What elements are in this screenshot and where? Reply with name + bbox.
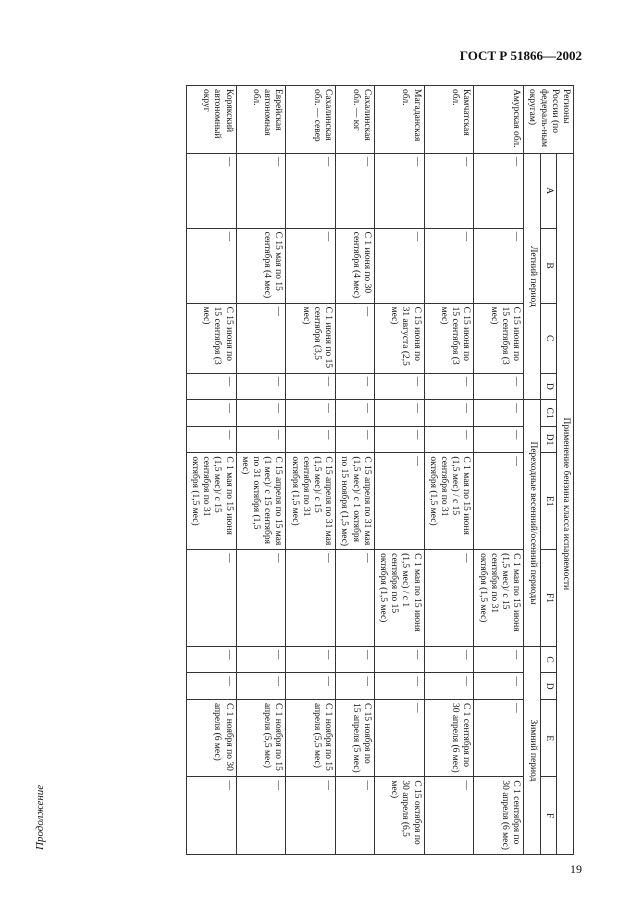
table-cell: — — [236, 373, 286, 400]
table-cell: — — [336, 777, 375, 855]
table-cell: — — [336, 373, 375, 400]
table-cell: С 1 ноября по 15 апреля (5,5 мес) — [236, 699, 286, 776]
table-cell: — — [474, 400, 524, 427]
table-cell: — — [336, 303, 375, 373]
table-cell: — — [286, 777, 336, 855]
table-cell: — — [286, 400, 336, 427]
col-header: E1 — [540, 453, 557, 550]
table-cell: — — [424, 673, 474, 700]
table-cell: — — [374, 228, 424, 303]
table-cell: С 15 июня по 31 августа (2,5 мес) — [374, 303, 424, 373]
table-cell: — — [286, 228, 336, 303]
table-cell: — — [374, 646, 424, 673]
col-header: A — [540, 153, 557, 228]
table-cell: С 15 апреля по 31 мая (1,5 мес)/ с 1 октября по 15 ноября (1,5 мес) — [336, 453, 375, 550]
table-cell: — — [474, 373, 524, 400]
table-cell: — — [236, 550, 286, 647]
table-cell: — — [474, 673, 524, 700]
table-cell: — — [186, 777, 236, 855]
table-cell: — — [424, 153, 474, 228]
table-cell: — — [474, 228, 524, 303]
table-cell: — — [236, 646, 286, 673]
table-cell: — — [236, 426, 286, 453]
col-header: F — [540, 777, 557, 855]
table-cell: — — [186, 673, 236, 700]
table-cell: — — [424, 373, 474, 400]
region-cell: Амурская обл. — [474, 86, 524, 154]
table-cell: С 1 мая по 15 июня (1,5 мес) / с 1 сентября по 15 октября (1,5 мес) — [374, 550, 424, 647]
table-cell: С 1 ноября по 30 апреля (6 мес) — [186, 699, 236, 776]
col-header: D — [540, 673, 557, 700]
main-header: Применение бензина класса испаряемости — [557, 153, 574, 854]
table-cell: — — [374, 673, 424, 700]
table-cell: — — [424, 646, 474, 673]
table-cell: — — [286, 153, 336, 228]
table-cell: — — [186, 550, 236, 647]
table-cell: — — [236, 303, 286, 373]
table-cell: С 15 мая по 15 сентября (4 мес) — [236, 228, 286, 303]
table-cell: — — [236, 153, 286, 228]
gasoline-volatility-table — [186, 85, 574, 855]
table-cell: — — [374, 373, 424, 400]
period-summer-header: Летний период — [524, 153, 541, 400]
region-cell: Корякский автономный округ — [186, 86, 236, 154]
table-cell: — — [286, 373, 336, 400]
table-cell: — — [286, 550, 336, 647]
period-transitional-header: Переходные весенний/осенний периоды — [524, 400, 541, 647]
table-cell: — — [336, 426, 375, 453]
period-winter-header: Зимний период — [524, 646, 541, 854]
table-cell: — — [186, 646, 236, 673]
col-header: E — [540, 699, 557, 776]
table-cell: — — [374, 400, 424, 427]
document-code: ГОСТ Р 51866—2002 — [459, 48, 582, 63]
region-cell: Магаданская обл. — [374, 86, 424, 154]
table-cell: С 15 октября по 30 апреля (6,5 мес) — [374, 777, 424, 855]
page-number: 19 — [570, 862, 582, 876]
table-row — [186, 86, 236, 855]
table-cell: — — [474, 153, 524, 228]
table-row — [474, 86, 524, 855]
table-cell: — — [236, 400, 286, 427]
table-cell: — — [236, 673, 286, 700]
table-cell: — — [374, 699, 424, 776]
table-cell: — — [236, 777, 286, 855]
table-cell: С 15 апреля по 15 мая (1 мес)/ с 15 сентября по 31 октября (1,5 мес) — [236, 453, 286, 550]
table-cell: — — [374, 453, 424, 550]
table-cell: С 1 мая по 15 июня (1,5 мес)/ с 15 сентября по 31 октября (1,5 мес) — [186, 453, 236, 550]
table-cell: — — [424, 228, 474, 303]
table-cell: — — [336, 550, 375, 647]
col-header: C — [540, 303, 557, 373]
table-cell: — — [186, 373, 236, 400]
table-cell: — — [186, 426, 236, 453]
table-cell: — — [424, 777, 474, 855]
table-cell: — — [336, 673, 375, 700]
col-header: D1 — [540, 426, 557, 453]
table-cell: — — [286, 426, 336, 453]
table-cell: С 15 июня по 15 сентября (3 мес) — [474, 303, 524, 373]
table-cell: — — [186, 400, 236, 427]
table-cell: — — [286, 646, 336, 673]
col-header: F1 — [540, 550, 557, 647]
continuation-label: Продолжение — [34, 784, 46, 850]
table-cell: — — [474, 699, 524, 776]
table-cell: — — [186, 153, 236, 228]
table-cell: С 1 сентября по 30 апреля (6 мес) — [424, 699, 474, 776]
table-cell: С 15 ноября по 15 апреля (5 мес) — [336, 699, 375, 776]
table-cell: С 1 мая по 15 июня (1,5 мес)/ с 15 сентября по 31 октября (1,5 мес) — [474, 550, 524, 647]
table-cell: С 15 июня по 15 сентября (3 мес) — [424, 303, 474, 373]
table-cell: С 1 ноября по 15 апреля (5,5 мес) — [286, 699, 336, 776]
table-cell: — — [336, 400, 375, 427]
region-cell: Сахалинская обл. — север — [286, 86, 336, 154]
table-cell: — — [336, 153, 375, 228]
col-header: C1 — [540, 400, 557, 427]
table-row — [286, 86, 336, 855]
region-cell: Камчатская обл. — [424, 86, 474, 154]
region-cell: Еврейская автономная обл. — [236, 86, 286, 154]
col-header: D — [540, 373, 557, 400]
table-row — [374, 86, 424, 855]
table-cell: — — [424, 550, 474, 647]
table-cell: — — [186, 228, 236, 303]
region-cell: Сахалинская обл. — юг — [336, 86, 375, 154]
table-cell: — — [474, 453, 524, 550]
table-cell: С 15 июня по 15 сентября (3 мес) — [186, 303, 236, 373]
table-cell: — — [286, 673, 336, 700]
region-column-header: Регионы России (по федераль-ным округам) — [524, 86, 574, 154]
table-cell: — — [374, 426, 424, 453]
col-header: C — [540, 646, 557, 673]
table-cell: С 1 сентября по 30 апреля (6 мес) — [474, 777, 524, 855]
table-row — [336, 86, 375, 855]
table-cell: С 15 апреля по 31 мая (1,5 мес)/ с 15 сентября по 31 октября (1,5 мес) — [286, 453, 336, 550]
col-header: B — [540, 228, 557, 303]
table-cell: — — [374, 153, 424, 228]
table-cell: — — [474, 426, 524, 453]
table-cell: С 1 июня по 15 сентября (3,5 мес) — [286, 303, 336, 373]
table-cell: — — [474, 646, 524, 673]
table-cell: — — [336, 646, 375, 673]
table-row — [236, 86, 286, 855]
table-cell: С 1 мая по 15 июня (1,5 мес) / с 15 сентября по 31 октября (1,5 мес) — [424, 453, 474, 550]
table-row — [424, 86, 474, 855]
table-cell: — — [424, 400, 474, 427]
rotated-table-wrapper — [186, 85, 574, 855]
table-cell: — — [424, 426, 474, 453]
table-cell: С 1 июня по 30 сентября (4 мес) — [336, 228, 375, 303]
